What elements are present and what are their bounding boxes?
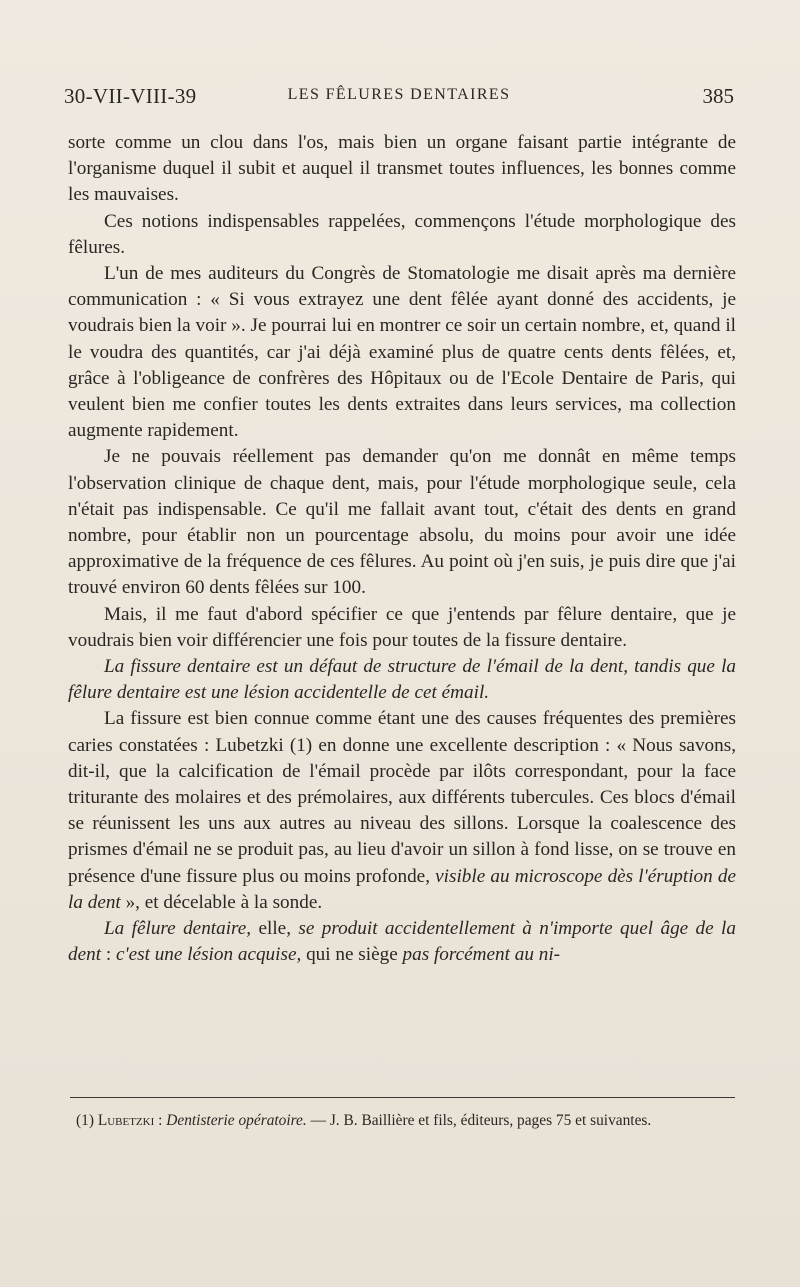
paragraph <box>68 654 736 706</box>
paragraph <box>68 209 736 261</box>
text-run: qui ne siège <box>301 944 403 966</box>
text-run: », et décelable à la sonde. <box>120 891 323 913</box>
text-run: elle, <box>251 918 299 940</box>
page-number: 385 <box>702 84 734 108</box>
italic-text: visible au microscope dès l'éruption de la dent <box>68 865 736 913</box>
issue-date: 30-VII-VIII-39 <box>64 84 197 108</box>
footnote-publisher: — J. B. Baillière et fils, éditeurs, pages 75 et suivantes. <box>306 1112 652 1129</box>
paragraph <box>68 706 736 916</box>
footnote-rule <box>70 1097 735 1098</box>
footnote-separator: : <box>154 1112 167 1129</box>
paragraph <box>68 916 736 968</box>
text-run: L'un de mes auditeurs du Congrès de Stomatologie me disait après ma dernière communication : « Si vous extrayez une dent fêlée ayant donné des accidents, je voudrais bien la voir ». Je pourrai lui en montrer ce soir un certain nombre, et, quand il le voudra des quantités, car j'ai déjà examiné plus de quatre cents dents fêlées, et, grâce à l'obligeance de confrères des Hôpitaux ou de l'Ecole Dentaire de Paris, qui veulent bien me confier toutes les dents extraites dans leurs services, ma collection augmente rapidement. <box>68 263 736 442</box>
paragraph <box>68 444 736 601</box>
running-title: LES FÊLURES DENTAIRES <box>287 86 511 103</box>
footnote <box>76 1110 736 1132</box>
italic-text: c'est une lésion acquise, <box>115 944 302 966</box>
text-run: La fissure est bien connue comme étant une des causes fréquentes des premières caries constatées : Lubetzki (1) en donne une excellente description : « Nous savons, dit-il, que la calcification de l'émail procède par ilôts correspondant, pour la face triturante des molaires et des prémolaires, aux différents tubercules. Ces blocs d'émail se réunissent les uns aux autres au niveau des sillons. Lorsque la coalescence des prismes d'émail ne se produit pas, au lieu d'avoir un sillon à fond lisse, on se trouve en présence d'une fissure plus ou moins profonde, <box>68 708 736 887</box>
text-run: Je ne pouvais réellement pas demander qu'on me donnât en même temps l'observation clinique de chaque dent, mais, pour l'étude morphologique seule, cela n'était pas indispensable. Ce qu'il me fallait avant tout, c'était des dents en grand nombre, pour établir non un pourcentage absolu, du moins pour avoir une idée approximative de la fréquence de ces fêlures. Au point où j'en suis, je puis dire que j'ai trouvé environ 60 dents fêlées sur 100. <box>68 446 736 599</box>
text-run: : <box>101 944 116 966</box>
footnote-author: Lubetzki <box>97 1112 155 1129</box>
paragraph <box>68 261 736 444</box>
italic-text: La fissure dentaire est un défaut de structure de l'émail de la dent, tandis que la fêlure dentaire est une lésion accidentelle de cet émail. <box>68 656 736 704</box>
italic-text: se produit accidentellement à n'importe quel âge de la dent <box>68 918 736 966</box>
text-run: Mais, il me faut d'abord spécifier ce que j'entends par fêlure dentaire, que je voudrais bien voir différencier une fois pour toutes de la fissure dentaire. <box>68 603 736 651</box>
paragraph <box>68 130 736 209</box>
italic-text: La fêlure dentaire, <box>104 918 252 940</box>
footnote-title: Dentisterie opératoire. <box>166 1112 307 1129</box>
text-run: sorte comme un clou dans l'os, mais bien un organe faisant partie intégrante de l'organisme duquel il subit et auquel il transmet toutes influences, les bonnes comme les mauvaises. <box>68 132 736 206</box>
text-run: Ces notions indispensables rappelées, commençons l'étude morphologique des fêlures. <box>68 210 736 258</box>
italic-text: pas forcément au ni- <box>402 944 561 966</box>
running-header <box>64 84 734 116</box>
paragraph <box>68 602 736 654</box>
footnote-number: (1) <box>76 1112 94 1129</box>
body-text <box>68 130 736 969</box>
